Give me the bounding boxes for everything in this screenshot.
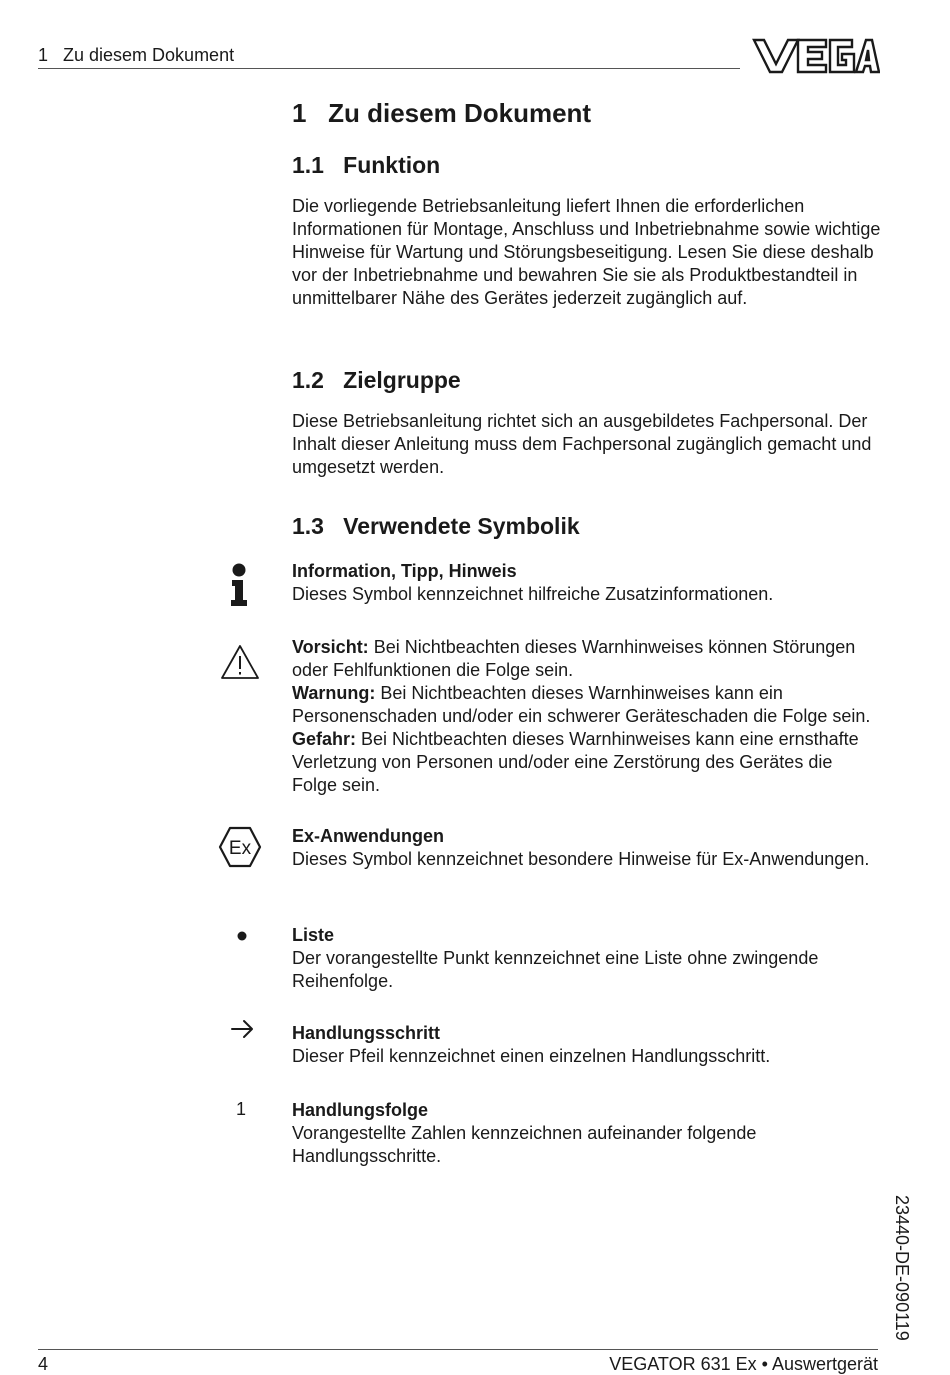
vorsicht-text: Bei Nichtbeachten dieses Warnhinweises können Störungen oder Fehlfunktionen die Folge sein. <box>292 637 856 680</box>
section-body-zielgruppe: Diese Betriebsanleitung richtet sich an ausgebildetes Fachpersonal. Der Inhalt dieser Anleitung muss dem Fachpersonal zugänglich gemacht und umgesetzt werden. <box>292 411 872 477</box>
symbol-info <box>292 560 882 606</box>
document-code: 23440-DE-090119 <box>892 1195 912 1341</box>
vega-logo <box>752 38 880 74</box>
symbol-schritt-text: Dieser Pfeil kennzeichnet einen einzelnen Handlungsschritt. <box>292 1046 771 1066</box>
vorsicht-label: Vorsicht: <box>292 637 369 657</box>
symbol-liste <box>292 924 882 993</box>
footer-rule <box>38 1349 878 1350</box>
symbol-schritt-title: Handlungsschritt <box>292 1023 441 1043</box>
section-title-symbolik: 1.3 Verwendete Symbolik <box>292 513 580 539</box>
symbol-liste-title: Liste <box>292 925 335 945</box>
arrow-right-icon <box>230 1018 256 1040</box>
symbol-folge-title: Handlungsfolge <box>292 1100 428 1120</box>
warnung-label: Warnung: <box>292 683 376 703</box>
symbol-info-text: Dieses Symbol kennzeichnet hilfreiche Zusatzinformationen. <box>292 584 774 604</box>
symbol-ex-text: Dieses Symbol kennzeichnet besondere Hinweise für Ex-Anwendungen. <box>292 849 870 869</box>
symbol-info-title: Information, Tipp, Hinweis <box>292 561 517 581</box>
section-body-funktion: Die vorliegende Betriebsanleitung liefert Ihnen die erforderlichen Informationen für Montage, Anschluss und Inbetriebnahme sowie wichtige Hinweise für Wartung und Störungsbeseitigung. Lesen Sie diese deshalb vor der Inbetriebnahme und bewahren Sie sie als Produktbestandteil in unmittelbarer Nähe des Gerätes jederzeit zugänglich auf. <box>292 196 881 308</box>
info-icon <box>228 562 250 608</box>
warnung-text: Bei Nichtbeachten dieses Warnhinweises kann ein Personenschaden und/oder ein schwerer Geräteschaden die Folge sein. <box>292 683 871 726</box>
gefahr-label: Gefahr: <box>292 729 357 749</box>
footer-product: VEGATOR 631 Ex • Auswertgerät <box>609 1354 878 1374</box>
step-number: 1 <box>236 1099 247 1119</box>
warning-triangle-icon <box>220 644 260 680</box>
symbol-folge-text: Vorangestellte Zahlen kennzeichnen aufeinander folgende Handlungsschritte. <box>292 1123 757 1166</box>
symbol-warning <box>292 636 882 797</box>
symbol-ex <box>292 825 882 871</box>
chapter-title: 1 Zu diesem Dokument <box>292 98 592 128</box>
symbol-folge <box>292 1099 882 1168</box>
symbol-schritt <box>292 1022 882 1068</box>
symbol-liste-text: Der vorangestellte Punkt kennzeichnet eine Liste ohne zwingende Reihenfolge. <box>292 948 819 991</box>
gefahr-text: Bei Nichtbeachten dieses Warnhinweises kann eine ernsthafte Verletzung von Personen und/oder eine Zerstörung des Gerätes die Folge sein. <box>292 729 859 795</box>
ex-hexagon-icon <box>218 826 262 868</box>
bullet-icon <box>236 930 248 942</box>
page-number: 4 <box>38 1354 49 1374</box>
symbol-ex-title: Ex-Anwendungen <box>292 826 444 846</box>
header-rule <box>38 68 740 69</box>
running-header: 1 Zu diesem Dokument <box>38 45 235 65</box>
section-title-funktion: 1.1 Funktion <box>292 152 441 178</box>
section-title-zielgruppe: 1.2 Zielgruppe <box>292 367 461 393</box>
ex-icon-label: Ex <box>228 838 252 859</box>
